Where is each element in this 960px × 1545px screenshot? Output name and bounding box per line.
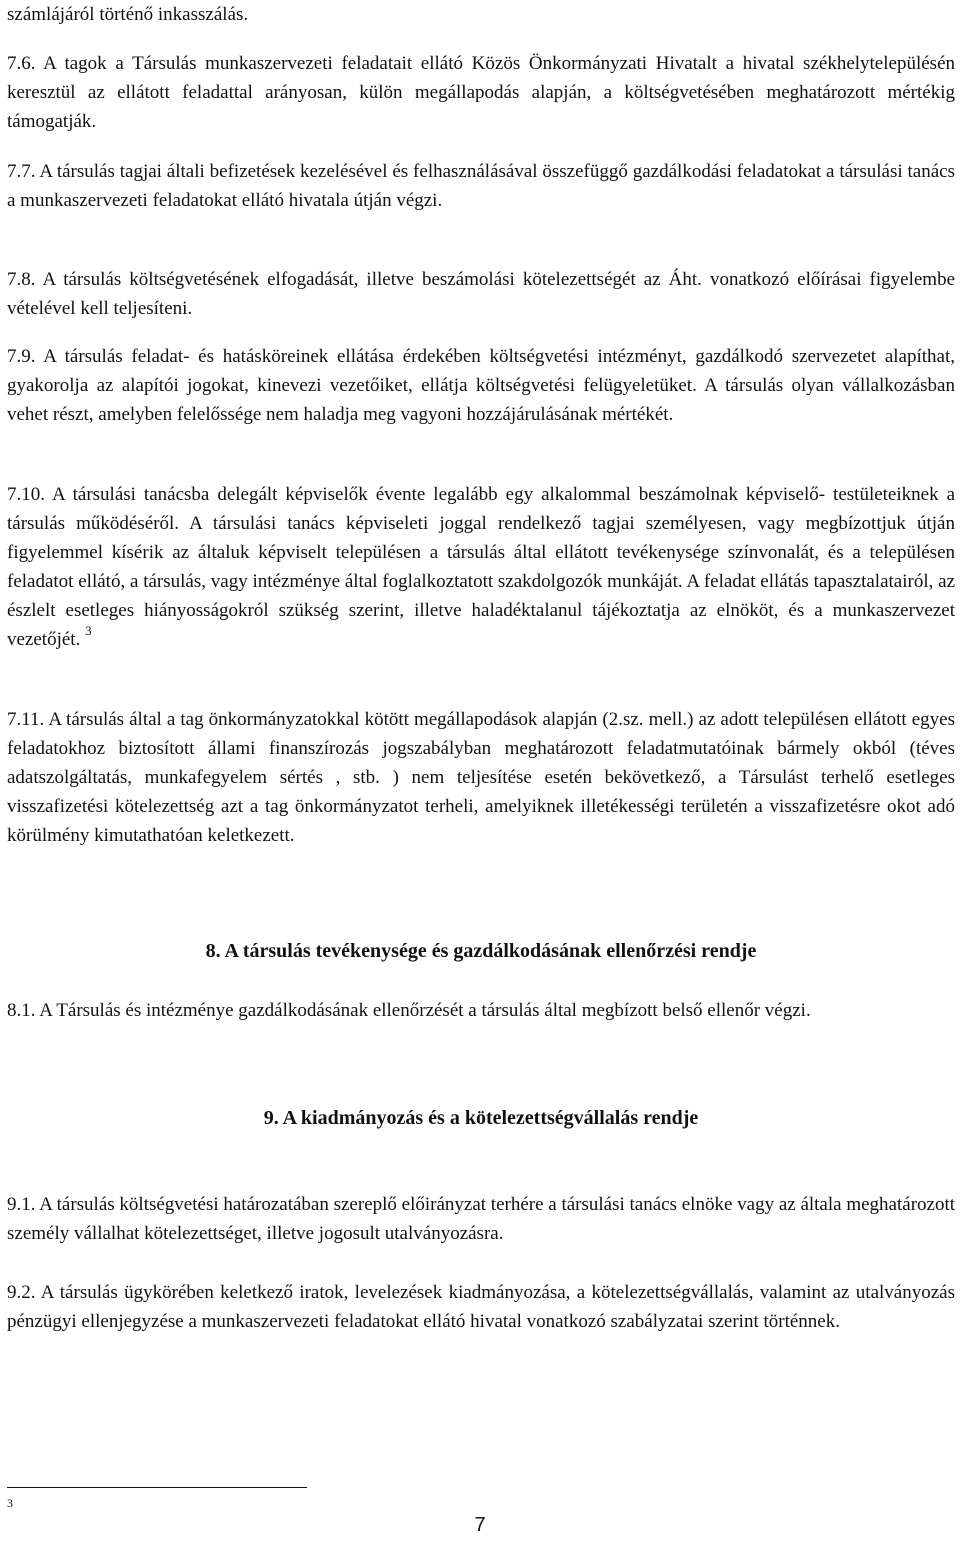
paragraph-text: A társulás ügykörében keletkező iratok, levelezések kiadmányozása, a kötelezettségvállalás, valamint az utalványozás pénzügyi ellenjegyzése a munkaszervezeti feladatokat ellátó hivatal vonatkozó szabályzatai szerint történnek.	[7, 1282, 955, 1332]
paragraph-text: A társulás feladat- és hatásköreinek ellátása érdekében költségvetési intézményt, gazdálkodó szervezetet alapíthat, gyakorolja az alapítói jogokat, kinevezi vezetőiket, ellátja költségvetési felügyeletüket. A társulás olyan vállalkozásban vehet részt, amelyben felelőssége nem haladja meg vagyoni hozzájárulásának mértékét.	[7, 346, 955, 425]
paragraph-9-1	[7, 1190, 955, 1248]
continuation-text: számlájáról történő inkasszálás.	[7, 4, 249, 25]
paragraph-text: A társulás költségvetésének elfogadását, illetve beszámolási kötelezettségét az Áht. vonatkozó előírásai figyelembe vételével kell teljesíteni.	[7, 269, 955, 319]
paragraph-8-1	[7, 996, 955, 1025]
paragraph-number: 8.1.	[7, 1000, 36, 1021]
paragraph-number: 7.7.	[7, 161, 36, 182]
paragraph-7-7	[7, 157, 955, 215]
paragraph-text: A társulási tanácsba delegált képviselők évente legalább egy alkalommal beszámolnak képviselő- testületeiknek a társulás működéséről. A társulási tanács képviseleti joggal rendelkező tagjai személyesen, vagy megbízottjuk útján figyelemmel kísérik az általuk képviselt településen a társulás által ellátott tevékenysége színvonalát, és a településen feladatot ellátó, a társulás, vagy intézménye által foglalkoztatott szakdolgozók munkáját. A feladat ellátás tapasztalatairól, az észlelt esetleges hiányosságokról szükség szerint, illetve haladéktalanul tájékoztatja az elnököt, és a munkaszervezet vezetőjét.	[7, 484, 956, 650]
paragraph-7-10	[7, 480, 955, 654]
footnote-divider	[7, 1487, 307, 1488]
paragraph-number: 9.2.	[7, 1282, 36, 1303]
paragraph-number: 9.1.	[7, 1194, 36, 1215]
paragraph-9-2	[7, 1278, 955, 1336]
paragraph-text: A társulás által a tag önkormányzatokkal kötött megállapodások alapján (2.sz. mell.) az adott településen ellátott egyes feladatokhoz biztosított állami finanszírozás jogszabályban meghatározott feladatmutatóinak bármely okból (téves adatszolgáltatás, munkafegyelem sértés , stb. ) nem teljesítése esetén bekövetkező, a Társulást terhelő esetleges visszafizetési kötelezettség azt a tag önkormányzatot terheli, amelyiknek illetékességi területén a visszafizetésre okot adó körülmény kimutathatóan keletkezett.	[7, 709, 956, 846]
paragraph-number: 7.8.	[7, 269, 36, 290]
paragraph-text: A tagok a Társulás munkaszervezeti feladatait ellátó Közös Önkormányzati Hivatalt a hivatal székhelytelepülésén keresztül az ellátott feladattal arányosan, külön megállapodás alapján, a költségvetésében meghatározott mértékig támogatják.	[7, 53, 955, 132]
paragraph-number: 7.9.	[7, 346, 36, 367]
paragraph-number: 7.6.	[7, 53, 36, 74]
paragraph-7-9	[7, 342, 955, 429]
section-heading-8: 8. A társulás tevékenysége és gazdálkodásának ellenőrzési rendje	[205, 940, 757, 962]
footnote-marker: 3	[7, 1496, 13, 1510]
paragraph-number: 7.11.	[7, 709, 45, 730]
paragraph-number: 7.10.	[7, 484, 45, 505]
paragraph-text: A társulás költségvetési határozatában szereplő előirányzat terhére a társulási tanács elnöke vagy az általa meghatározott személy vállalhat kötelezettséget, illetve jogosult utalványozásra.	[7, 1194, 956, 1244]
section-heading-9: 9. A kiadmányozás és a kötelezettségvállalás rendje	[263, 1107, 699, 1129]
paragraph-7-6	[7, 49, 955, 136]
paragraph-text: A Társulás és intézménye gazdálkodásának ellenőrzését a társulás által megbízott belső ellenőr végzi.	[39, 1000, 811, 1021]
paragraph-text: A társulás tagjai általi befizetések kezelésével és felhasználásával összefüggő gazdálkodási feladatokat a társulási tanács a munkaszervezeti feladatokat ellátó hivatala útján végzi.	[7, 161, 955, 211]
paragraph-7-8	[7, 265, 955, 323]
page-number: 7	[474, 1514, 486, 1536]
footnote-reference[interactable]: 3	[85, 622, 92, 638]
paragraph-7-11	[7, 705, 955, 850]
